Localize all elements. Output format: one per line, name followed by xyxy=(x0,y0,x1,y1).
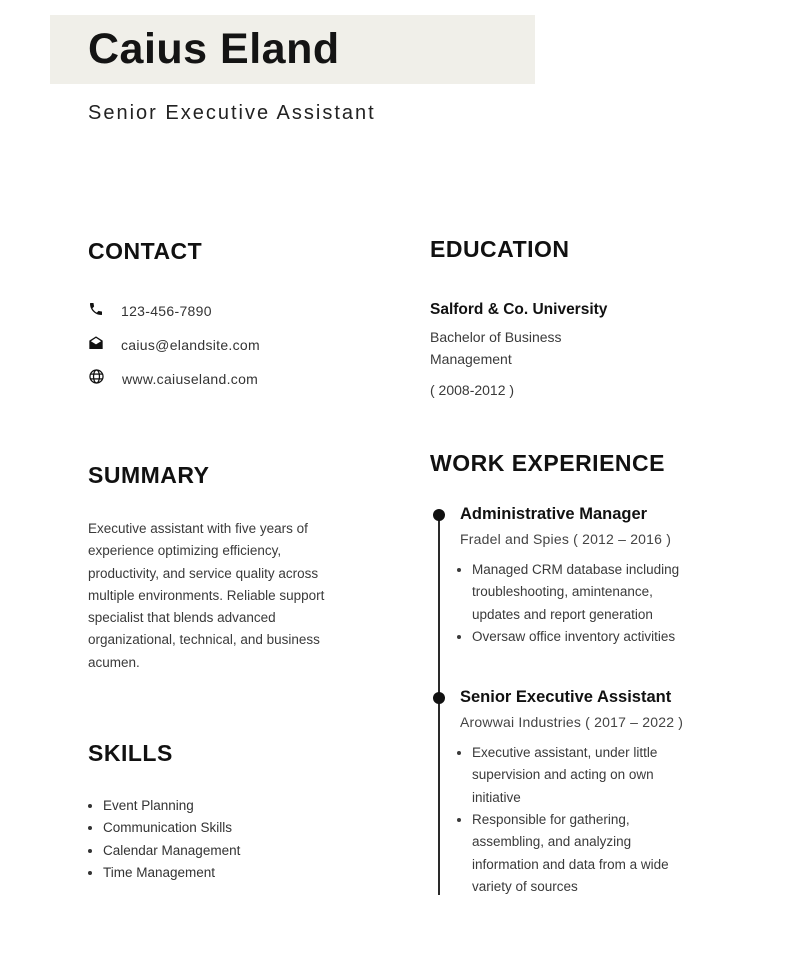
job-company-dates: Fradel and Spies ( 2012 – 2016 ) xyxy=(460,531,672,547)
globe-icon xyxy=(88,368,105,390)
job-bullet: • Oversaw office inventory activities xyxy=(472,626,692,648)
name-banner xyxy=(50,15,535,84)
contact-heading: CONTACT xyxy=(88,238,203,264)
education-school: Salford & Co. University xyxy=(430,301,608,318)
job-company-dates: Arowwai Industries ( 2017 – 2022 ) xyxy=(460,714,684,731)
job-entry xyxy=(460,505,750,648)
person-name: Caius Eland xyxy=(88,25,340,73)
job-bullet-list xyxy=(460,559,750,648)
education-dates: ( 2008-2012 ) xyxy=(430,382,515,398)
job-title-subtitle: Senior Executive Assistant xyxy=(88,102,376,124)
job-bullet-list xyxy=(460,742,750,898)
job-title: Senior Executive Assistant xyxy=(460,688,672,707)
skill-item: • Communication Skills xyxy=(103,817,398,839)
work-experience-timeline xyxy=(430,505,750,898)
job-title: Administrative Manager xyxy=(460,505,648,523)
email-icon xyxy=(88,335,104,356)
job-bullet: • Responsible for gathering, assembling, and analyzing information and data from a wide variety of sources xyxy=(472,809,692,898)
education-degree: Bachelor of Business Management xyxy=(430,329,562,367)
timeline-line xyxy=(438,519,440,895)
summary-heading: SUMMARY xyxy=(88,462,210,488)
skills-list xyxy=(88,795,398,884)
skill-item: • Event Planning xyxy=(103,795,398,817)
skill-item: • Time Management xyxy=(103,862,398,884)
right-column xyxy=(430,236,750,898)
skills-heading: SKILLS xyxy=(88,740,173,767)
contact-row-email xyxy=(88,335,398,355)
contact-list xyxy=(88,301,398,389)
phone-number: 123-456-7890 xyxy=(121,303,212,319)
work-experience-heading: WORK EXPERIENCE xyxy=(430,450,665,476)
timeline-dot xyxy=(433,692,445,704)
job-bullet: • Managed CRM database including troubleshooting, amintenance, updates and report generation xyxy=(472,559,692,626)
education-heading: EDUCATION xyxy=(430,236,570,262)
job-bullet: • Executive assistant, under little supervision and acting on own initiative xyxy=(472,742,692,809)
contact-row-website xyxy=(88,369,398,389)
email-address: caius@elandsite.com xyxy=(121,337,260,353)
summary-text: Executive assistant with five years of experience optimizing efficiency, productivity, and service quality across multiple environments. Reliable support specialist that blends advanced organizational, technical, and business acumen. xyxy=(88,521,325,670)
job-entry xyxy=(460,688,750,898)
website-url: www.caiuseland.com xyxy=(122,371,259,387)
phone-icon xyxy=(88,301,104,322)
timeline-dot xyxy=(433,509,445,521)
skill-item: • Calendar Management xyxy=(103,840,398,862)
left-column xyxy=(88,238,398,884)
contact-row-phone xyxy=(88,301,398,321)
